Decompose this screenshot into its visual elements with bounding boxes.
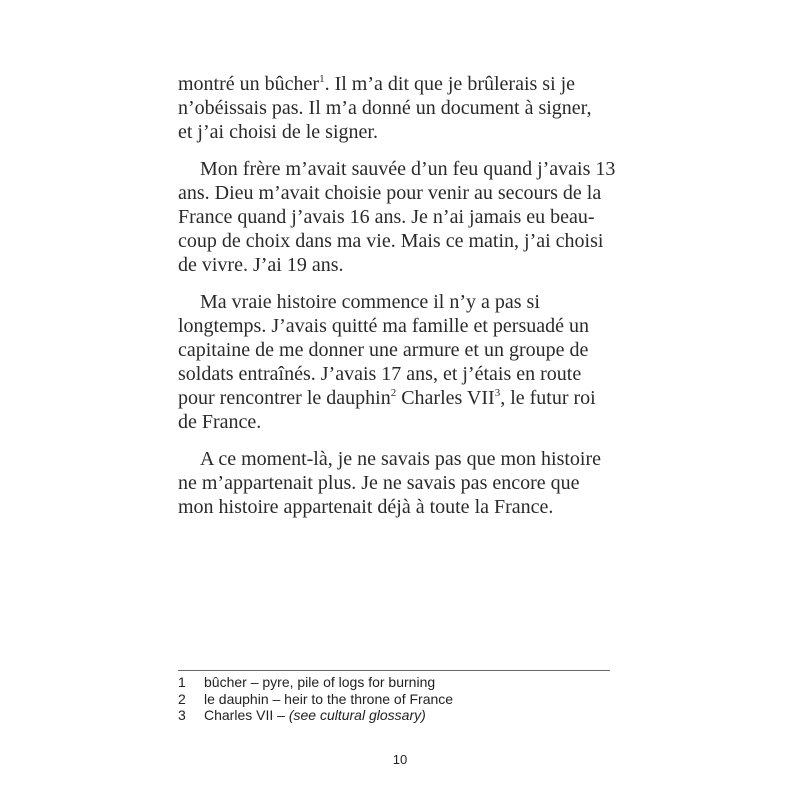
footnote-text: bûcher – pyre, pile of logs for burning: [204, 674, 436, 690]
footnote-item: [178, 674, 610, 691]
paragraph: [178, 290, 610, 434]
text-line: mon histoire appartenait déjà à toute la France.: [178, 496, 554, 518]
text-line: et j’ai choisi de le signer.: [178, 121, 378, 143]
footnote-reference: 1: [319, 73, 325, 85]
text-line: soldats entraînés. J’avais 17 ans, et j’étais en route: [178, 363, 582, 385]
footnote-text: Charles VII – (see cultural glossary): [204, 707, 426, 723]
text-line: de vivre. J’ai 19 ans.: [178, 254, 344, 276]
footnotes: [178, 670, 610, 724]
text-line: Ma vraie histoire commence il n’y a pas si: [200, 291, 540, 313]
text-line: France quand j’avais 16 ans. Je n’ai jamais eu beau-: [178, 206, 595, 228]
footnote-number: 1: [178, 674, 186, 690]
footnote-reference: 2: [390, 387, 397, 399]
text-line: ans. Dieu m’avait choisie pour venir au secours de la: [178, 182, 602, 204]
text-line: Mon frère m’avait sauvée d’un feu quand j’avais 13: [200, 158, 616, 180]
paragraph: [178, 157, 616, 277]
body-text: [178, 72, 616, 532]
text-line: longtemps. J’avais quitté ma famille et persuadé un: [178, 315, 589, 337]
text-line: n’obéissais pas. Il m’a donné un document à signer,: [178, 97, 592, 119]
footnote-item: [178, 707, 610, 724]
footnote-number: 2: [178, 690, 186, 707]
footnote-text: le dauphin – heir to the throne of France: [204, 690, 454, 707]
text-line: capitaine de me donner une armure et un groupe de: [178, 339, 589, 361]
page-number: 10: [392, 752, 408, 767]
text-line: pour rencontrer le dauphin$^2$ Charles VII$^3$, le futur roi: [178, 387, 596, 409]
text-line: montré un bûcher$^1$. Il m’a dit que je brûlerais si je: [178, 73, 576, 95]
footnote-italic-note: (see cultural glossary): [288, 707, 426, 723]
footnote-number: 3: [178, 707, 186, 723]
footnote-reference: 3: [494, 387, 501, 399]
text-line: A ce moment-là, je ne savais pas que mon histoire: [200, 448, 602, 470]
text-line: coup de choix dans ma vie. Mais ce matin, j’ai choisi: [178, 230, 604, 252]
footnote-item: [178, 691, 610, 708]
text-line: ne m’appartenait plus. Je ne savais pas encore que: [178, 472, 580, 494]
paragraph: [178, 72, 610, 144]
text-line: de France.: [178, 411, 262, 433]
paragraph: [178, 447, 610, 519]
